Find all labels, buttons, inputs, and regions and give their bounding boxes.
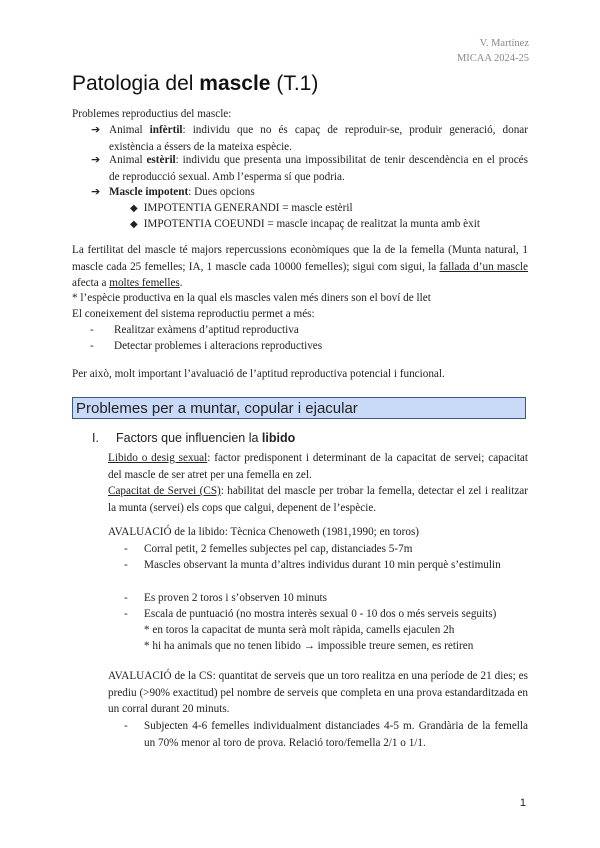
fertility-paragraph: La fertilitat del mascle té majors repercussions econòmiques que la de la femella (Munta natural, 1 mascle cada 25 femelles; IA, 1 mascle cada 10000 femelles); sigui com sigui, la fallada d’un mascle afecta a moltes femelles. — [72, 244, 528, 289]
conclusion-text: Per això, molt important l’avaluació de l’aptitud reproductiva potencial i funcional. — [72, 368, 445, 380]
list-item: ➔ Animal estèril: individu que presenta una impossibilitat de tenir descendència en el procés de reproducció sexual. Amb l’esperma sí que podria. — [91, 153, 528, 183]
author-name: V. Martínez — [479, 38, 529, 49]
list-item: - Detectar problemes i alteracions reproductives — [90, 340, 323, 352]
knowledge-text: El coneixement del sistema reproductiu permet a més: — [72, 308, 315, 320]
course-code: MICAA 2024-25 — [456, 53, 529, 64]
diamond-icon: ◆ — [130, 203, 138, 214]
list-item: - Subjecten 4-6 femelles individualment distanciades 4-5 m. Grandària de la femella un 70% menor al toro de prova. Relació toro/femella 2/1 o 1/1. — [124, 720, 528, 749]
intro-text: Problemes reproductius del mascle: — [72, 108, 232, 120]
list-item: ◆ IMPOTENTIA COEUNDI = mascle incapaç de realitzat la munta amb èxit — [130, 218, 480, 230]
list-item: - Mascles observant la munta d’altres individus durant 10 min perquè s’estimulin — [124, 559, 501, 571]
page-number: 1 — [519, 797, 526, 809]
libido-note: * en toros la capacitat de munta serà molt ràpida, camells ejaculen 2h — [144, 624, 455, 636]
list-item: - Escala de puntuació (no mostra interès sexual 0 - 10 dos o més serveis seguits) — [124, 608, 497, 620]
page-header — [457, 36, 529, 66]
species-note: * l’espècie productiva en la qual els mascles valen més diners son el boví de llet — [72, 292, 431, 304]
list-item: ◆ IMPOTENTIA GENERANDI = mascle estèril — [130, 202, 353, 214]
subsection-heading: I. Factors que influencien la libido — [92, 431, 296, 445]
libido-definition: Libido o desig sexual: factor predisponent i determinant de la capacitat de servei; capacitat del mascle de ser atret per una femella en zel. — [108, 452, 529, 481]
list-item: - Es proven 2 toros i s’observen 10 minuts — [124, 592, 328, 604]
list-item: ➔ Animal infèrtil: individu que no és capaç de reproduir-se, produir generació, donar existència a éssers de la mateixa espècie. — [91, 123, 528, 153]
cs-evaluation: AVALUACIÓ de la CS: quantitat de serveis que un toro realitza en una període de 21 dies; es prediu (>90% exactitud) pel nombre de serveis que completa en una prova estandarditzada en un corral durant 20 minuts. — [108, 670, 528, 715]
arrow-icon: ➔ — [91, 123, 101, 136]
section-heading: Problemes per a muntar, copular i ejacular — [72, 397, 526, 419]
libido-evaluation: AVALUACIÓ de la libido: Tècnica Chenoweth (1981,1990; en toros) — [108, 526, 420, 538]
arrow-icon: ➔ — [91, 185, 101, 198]
arrow-icon: ➔ — [91, 153, 101, 166]
list-item: - Realitzar exàmens d’aptitud reproductiva — [90, 324, 299, 336]
cs-definition: Capacitat de Servei (CS): habilitat del mascle per trobar la femella, detectar el zel i realitzar la munta (servei) els cops que calgui, depenent de l’espècie. — [108, 485, 528, 514]
list-item: ➔ Mascle impotent: Dues opcions — [91, 184, 528, 201]
page-title: Patologia del mascle (T.1) — [72, 72, 319, 95]
list-item: - Corral petit, 2 femelles subjectes pel cap, distanciades 5-7m — [124, 543, 413, 555]
diamond-icon: ◆ — [130, 219, 138, 230]
libido-note: * hi ha animals que no tenen libido → impossible treure semen, es retiren — [144, 640, 474, 652]
